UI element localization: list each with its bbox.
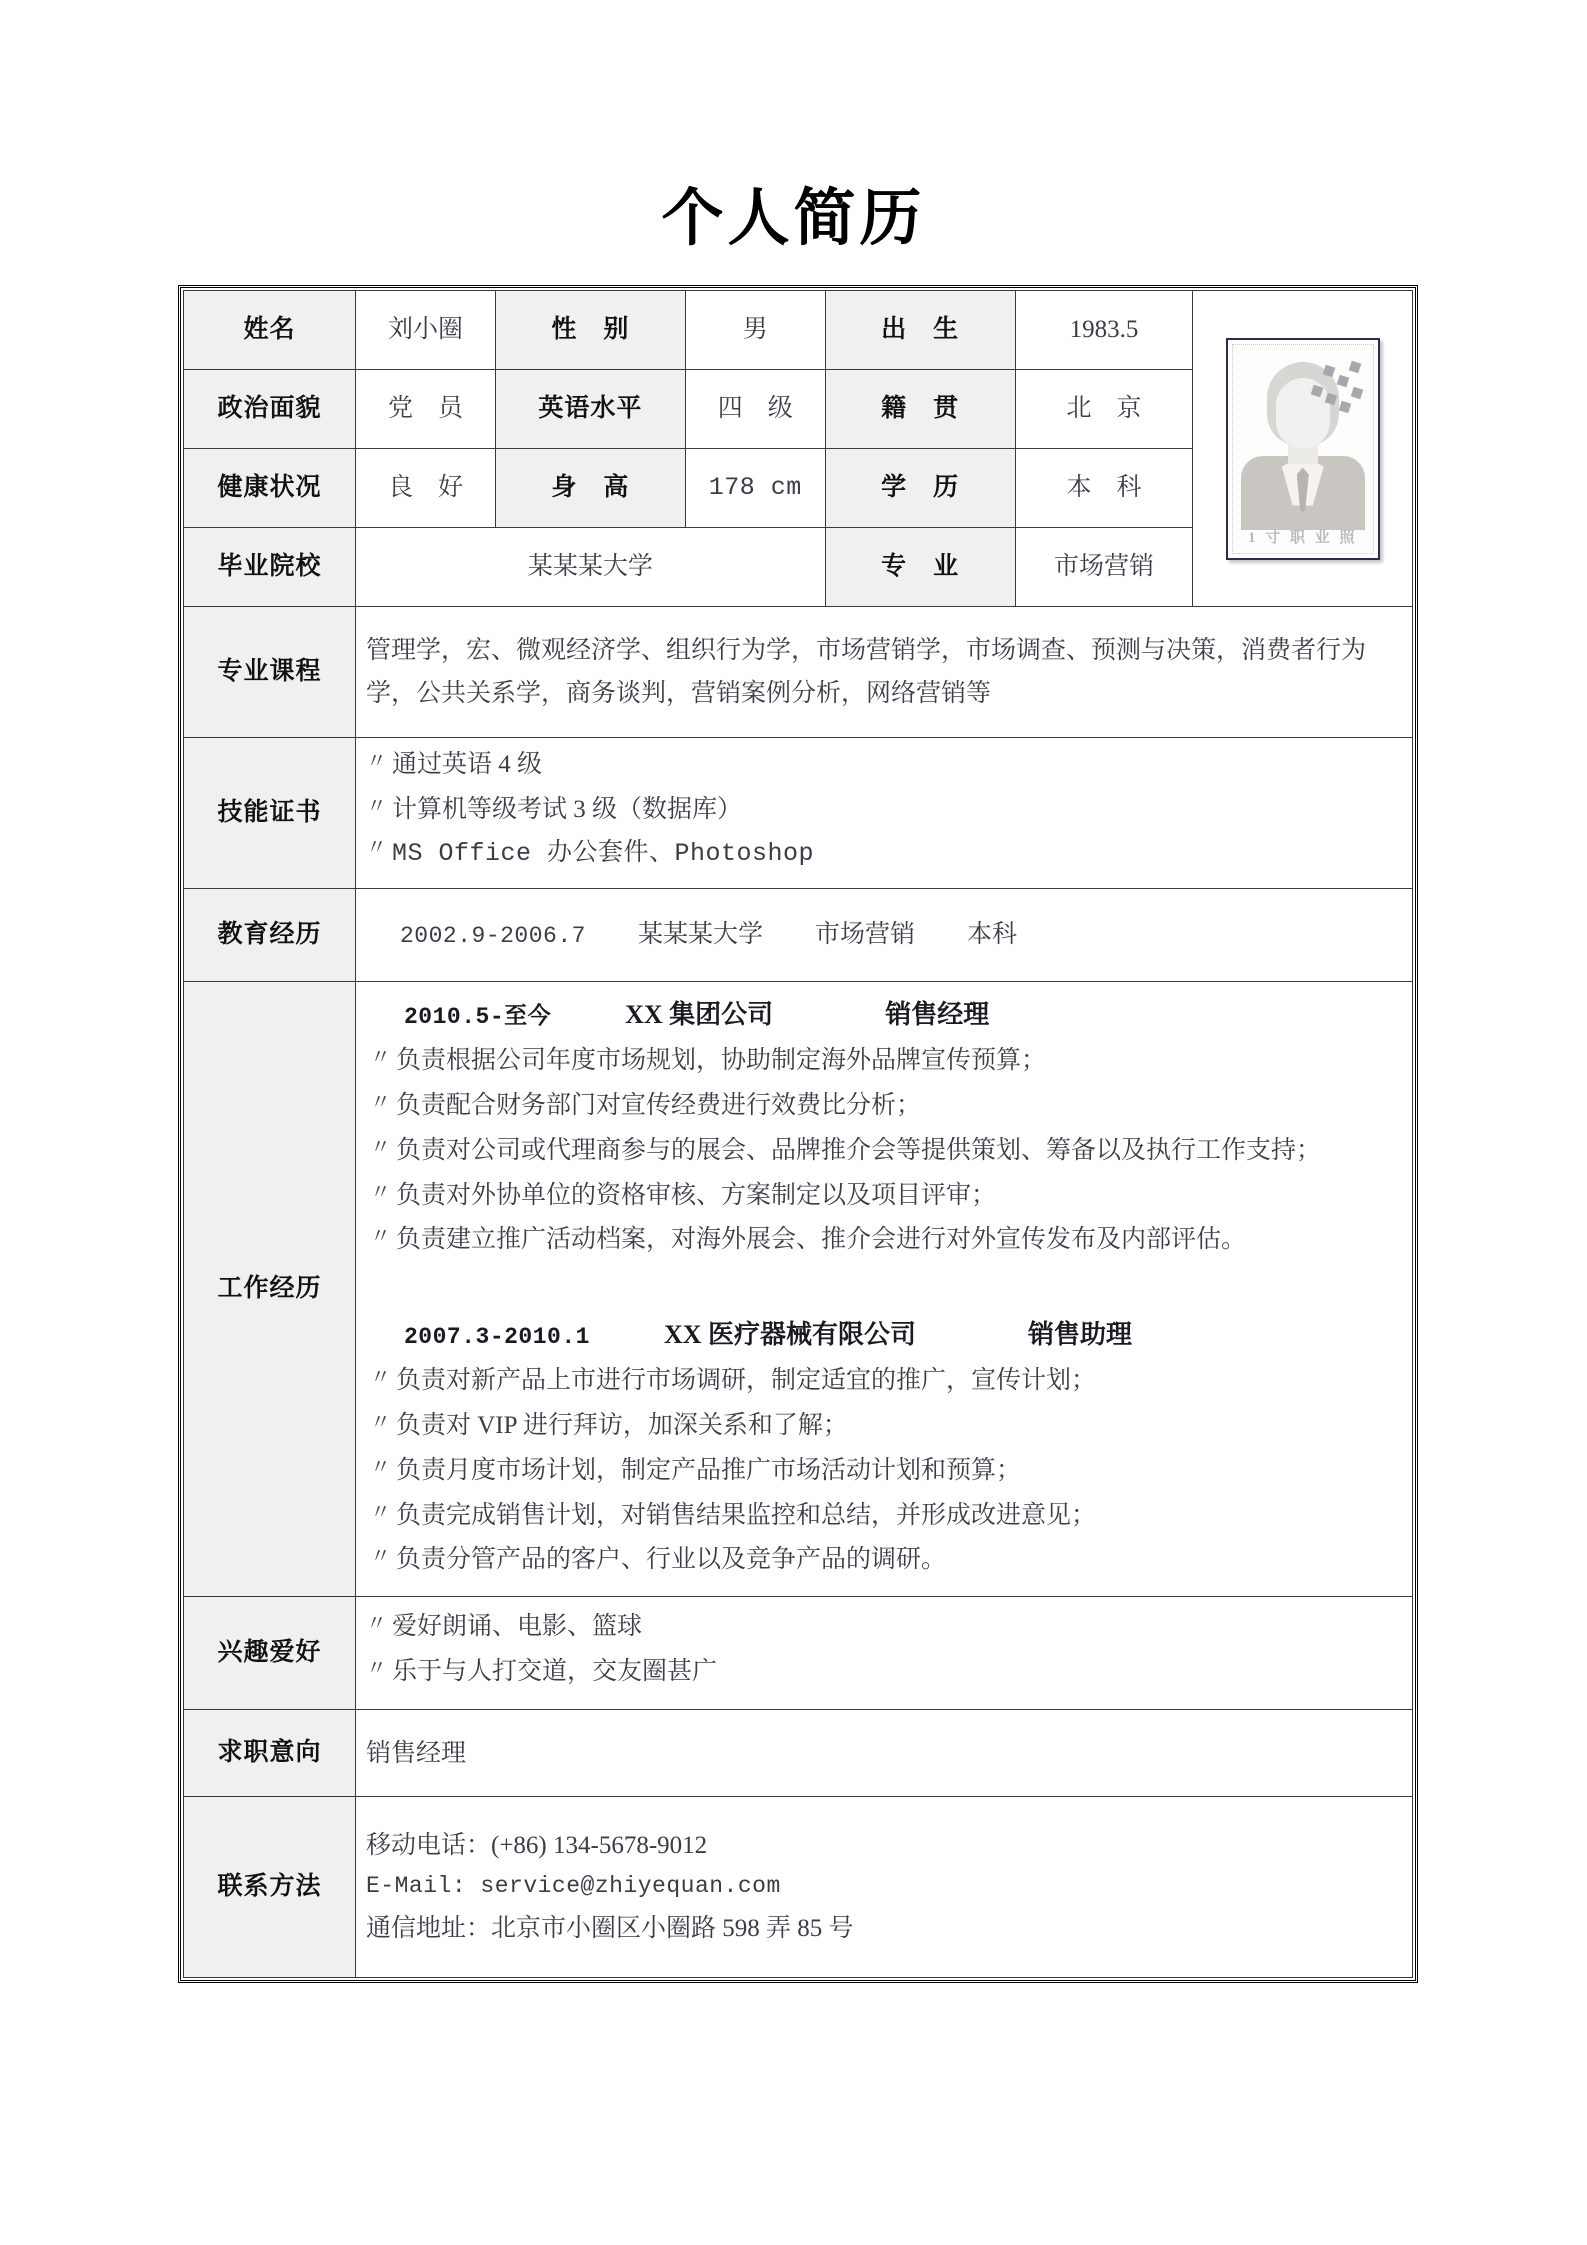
value-birth: 1983.5	[1015, 291, 1193, 370]
label-political-status: 政治面貌	[184, 370, 356, 449]
list-item: 〃 负责建立推广活动档案，对海外展会、推介会进行对外宣传发布及内部评估。	[370, 1221, 1398, 1260]
label-major: 专 业	[825, 528, 1015, 607]
education-entry	[366, 913, 1402, 957]
job-duty-list	[370, 1042, 1398, 1260]
label-education: 教育经历	[184, 889, 356, 982]
value-health: 良 好	[356, 449, 496, 528]
label-contact: 联系方法	[184, 1797, 356, 1978]
table-row	[184, 291, 1413, 370]
value-english-level: 四 级	[685, 370, 825, 449]
table-row	[184, 1597, 1413, 1710]
list-item: 〃 负责月度市场计划，制定产品推广市场活动计划和预算；	[370, 1452, 1398, 1491]
photo-caption: 1 寸 职 业 照	[1247, 529, 1358, 546]
photo-cell	[1193, 291, 1413, 607]
label-english-level: 英语水平	[495, 370, 685, 449]
list-item: 〃 负责完成销售计划，对销售结果监控和总结，并形成改进意见；	[370, 1497, 1398, 1536]
education-major: 市场营销	[814, 921, 915, 949]
label-school: 毕业院校	[184, 528, 356, 607]
job-duty-list	[370, 1362, 1398, 1580]
list-item: 〃 负责对公司或代理商参与的展会、品牌推介会等提供策划、筹备以及执行工作支持；	[370, 1132, 1398, 1171]
value-courses	[356, 607, 1413, 738]
label-hobbies: 兴趣爱好	[184, 1597, 356, 1710]
job-position: 销售经理	[885, 1000, 990, 1029]
pixel-burst-icon	[1310, 360, 1362, 412]
job-company: XX 集团公司	[625, 1000, 774, 1029]
list-item: 〃 爱好朗诵、电影、篮球	[366, 1608, 1402, 1647]
label-objective: 求职意向	[184, 1710, 356, 1797]
table-row	[184, 738, 1413, 889]
job-company: XX 医疗器械有限公司	[663, 1320, 916, 1350]
table-row	[184, 982, 1413, 1597]
label-courses: 专业课程	[184, 607, 356, 738]
education-school: 某某某大学	[637, 921, 763, 949]
list-item: 〃 计算机等级考试 3 级（数据库）	[366, 791, 1402, 830]
list-item: 〃 乐于与人打交道，交友圈甚广	[366, 1653, 1402, 1692]
label-gender: 性 别	[495, 291, 685, 370]
list-item: 〃 负责分管产品的客户、行业以及竞争产品的调研。	[370, 1541, 1398, 1580]
list-item: 〃 MS Office 办公套件、Photoshop	[366, 835, 1402, 874]
resume-table	[183, 290, 1413, 1978]
resume-table-frame	[178, 285, 1418, 1983]
page-title: 个人简历	[661, 185, 926, 253]
list-item: 〃 通过英语 4 级	[366, 746, 1402, 785]
label-hometown: 籍 贯	[825, 370, 1015, 449]
table-row	[184, 1710, 1413, 1797]
value-hometown: 北 京	[1015, 370, 1193, 449]
education-degree: 本科	[966, 921, 1017, 949]
label-certificates: 技能证书	[184, 738, 356, 889]
value-name: 刘小圈	[356, 291, 496, 370]
work-job-2	[366, 1276, 1402, 1596]
list-item: 〃 负责对外协单位的资格审核、方案制定以及项目评审；	[370, 1177, 1398, 1216]
job-header	[370, 996, 1398, 1034]
value-objective	[356, 1710, 1413, 1797]
value-political-status: 党 员	[356, 370, 496, 449]
job-position: 销售助理	[1028, 1320, 1133, 1350]
list-item: 〃 负责配合财务部门对宣传经费进行效费比分析；	[370, 1087, 1398, 1126]
label-health: 健康状况	[184, 449, 356, 528]
list-item: 〃 负责对新产品上市进行市场调研，制定适宜的推广，宣传计划；	[370, 1362, 1398, 1401]
value-height: 178 cm	[685, 449, 825, 528]
table-row	[184, 889, 1413, 982]
label-height: 身 高	[495, 449, 685, 528]
value-major: 市场营销	[1015, 528, 1193, 607]
label-birth: 出 生	[825, 291, 1015, 370]
list-item: 〃 负责根据公司年度市场规划，协助制定海外品牌宣传预算；	[370, 1042, 1398, 1081]
value-degree: 本 科	[1015, 449, 1193, 528]
job-header	[370, 1316, 1398, 1354]
value-work-experience	[356, 982, 1413, 1597]
education-period: 2002.9-2006.7	[400, 923, 586, 950]
certificate-list	[366, 746, 1402, 874]
photo-placeholder	[1226, 338, 1380, 560]
label-work-experience: 工作经历	[184, 982, 356, 1597]
table-row	[184, 607, 1413, 738]
value-certificates	[356, 738, 1413, 889]
objective-text: 销售经理	[366, 1739, 467, 1767]
table-row	[184, 1797, 1413, 1978]
work-job-1	[366, 982, 1402, 1276]
value-education	[356, 889, 1413, 982]
value-school: 某某某大学	[356, 528, 826, 607]
label-degree: 学 历	[825, 449, 1015, 528]
contact-address: 通信地址：北京市小圈区小圈路 598 弄 85 号	[366, 1914, 854, 1942]
value-contact	[356, 1797, 1413, 1978]
hobby-list	[366, 1608, 1402, 1692]
list-item: 〃 负责对 VIP 进行拜访，加深关系和了解；	[370, 1407, 1398, 1446]
value-gender: 男	[685, 291, 825, 370]
courses-text: 管理学，宏、微观经济学、组织行为学，市场营销学，市场调查、预测与决策，消费者行为学，公共关系学，商务谈判，营销案例分析，网络营销等	[366, 637, 1367, 707]
contact-phone: 移动电话：(+86) 134-5678-9012	[366, 1832, 708, 1860]
label-name: 姓名	[184, 291, 356, 370]
contact-email: E-Mail: service@zhiyequan.com	[366, 1873, 781, 1900]
job-period: 2007.3-2010.1	[404, 1324, 590, 1351]
job-period: 2010.5-至今	[404, 1004, 552, 1030]
value-hobbies	[356, 1597, 1413, 1710]
